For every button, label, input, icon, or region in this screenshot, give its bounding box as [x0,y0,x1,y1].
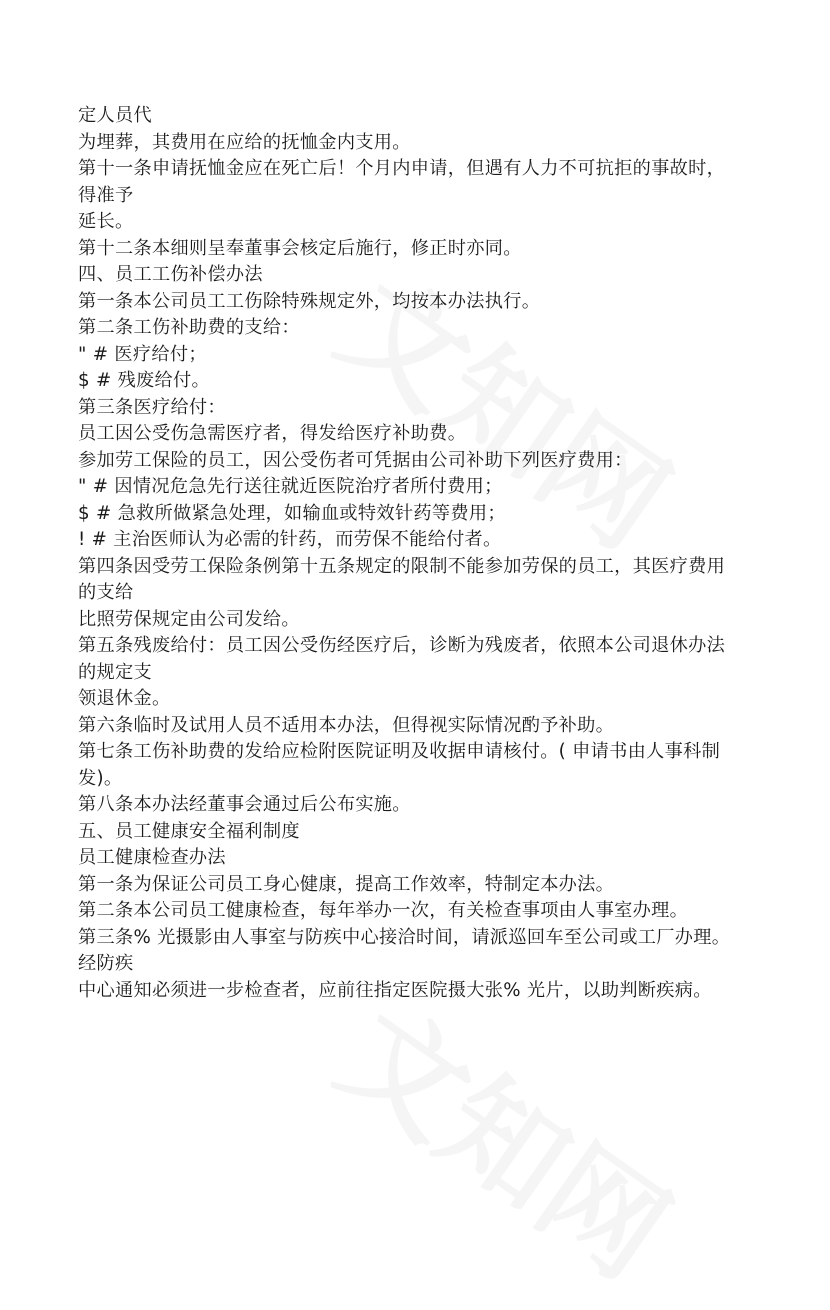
text-line: 延长。 [78,211,134,232]
list-item: $ # 急救所做紧急处理，如输血或特效针药等费用； [78,502,506,524]
text-line: 第十二条本细则呈奉董事会核定后施行，修正时亦同。 [78,237,522,259]
text-line: 第七条工伤补助费的发给应检附医院证明及收据申请核付。( 申请书由人事科制 [78,741,721,762]
text-line: 的支给 [78,582,134,603]
watermark-bottom [313,962,707,1309]
text-line: 得准予 [78,184,134,206]
text-line: 第一条为保证公司员工身心健康，提高工作效率，特制定本办法。 [78,873,615,895]
list-item: " # 医疗给付； [78,343,207,365]
subsection-heading: 员工健康检查办法 [78,847,226,868]
text-line: 第二条本公司员工健康检查，每年举办一次，有关检查事项由人事室办理。 [78,900,689,921]
text-line: 第四条因受劳工保险条例第十五条规定的限制不能参加劳保的员工，其医疗费用 [78,555,726,577]
text-line: 的规定支 [78,661,152,683]
section-heading: 四、员工工伤补偿办法 [78,264,263,285]
text-line: 第二条工伤补助费的支给： [78,317,300,338]
text-line: 参加劳工保险的员工，因公受伤者可凭据由公司补助下列医疗费用： [78,449,633,471]
list-item: " # 因情况危急先行送往就近医院治疗者所付费用； [78,476,503,497]
text-line: 第三条% 光摄影由人事室与防疾中心接洽时间，请派巡回车至公司或工厂办理。 [78,926,731,948]
text-line: 第一条本公司员工工伤除特殊规定外，均按本办法执行。 [78,290,541,312]
text-line: 发)。 [78,767,123,789]
text-line: 员工因公受伤急需医疗者，得发给医疗补助费。 [78,423,467,444]
text-line: 经防疾 [78,953,134,974]
text-line: 领退休金。 [78,688,171,709]
text-line: 第三条医疗给付： [78,396,226,418]
text-line: 为埋葬，其费用在应给的抚恤金内支用。 [78,131,411,153]
list-item: ! # 主治医师认为必需的针药，而劳保不能给付者。 [78,529,502,550]
text-line: 第六条临时及试用人员不适用本办法，但得视实际情况酌予补助。 [78,714,615,736]
section-heading: 五、员工健康安全福利制度 [78,820,300,842]
text-line: 中心通知必须进一步检查者，应前往指定医院摄大张% 光片，以助判断疾病。 [78,979,712,1001]
text-line: 第十一条申请抚恤金应在死亡后！个月内申请，但遇有人力不可抗拒的事故时， [78,158,726,179]
text-line: 第五条残废给付：员工因公受伤经医疗后，诊断为残废者，依照本公司退休办法 [78,635,726,656]
text-line: 比照劳保规定由公司发给。 [78,608,300,630]
text-line: 第八条本办法经董事会通过后公布实施。 [78,794,411,815]
document-body [78,103,778,1004]
text-line: 定人员代 [78,105,152,126]
list-item: $ # 残废给付。 [78,370,211,391]
